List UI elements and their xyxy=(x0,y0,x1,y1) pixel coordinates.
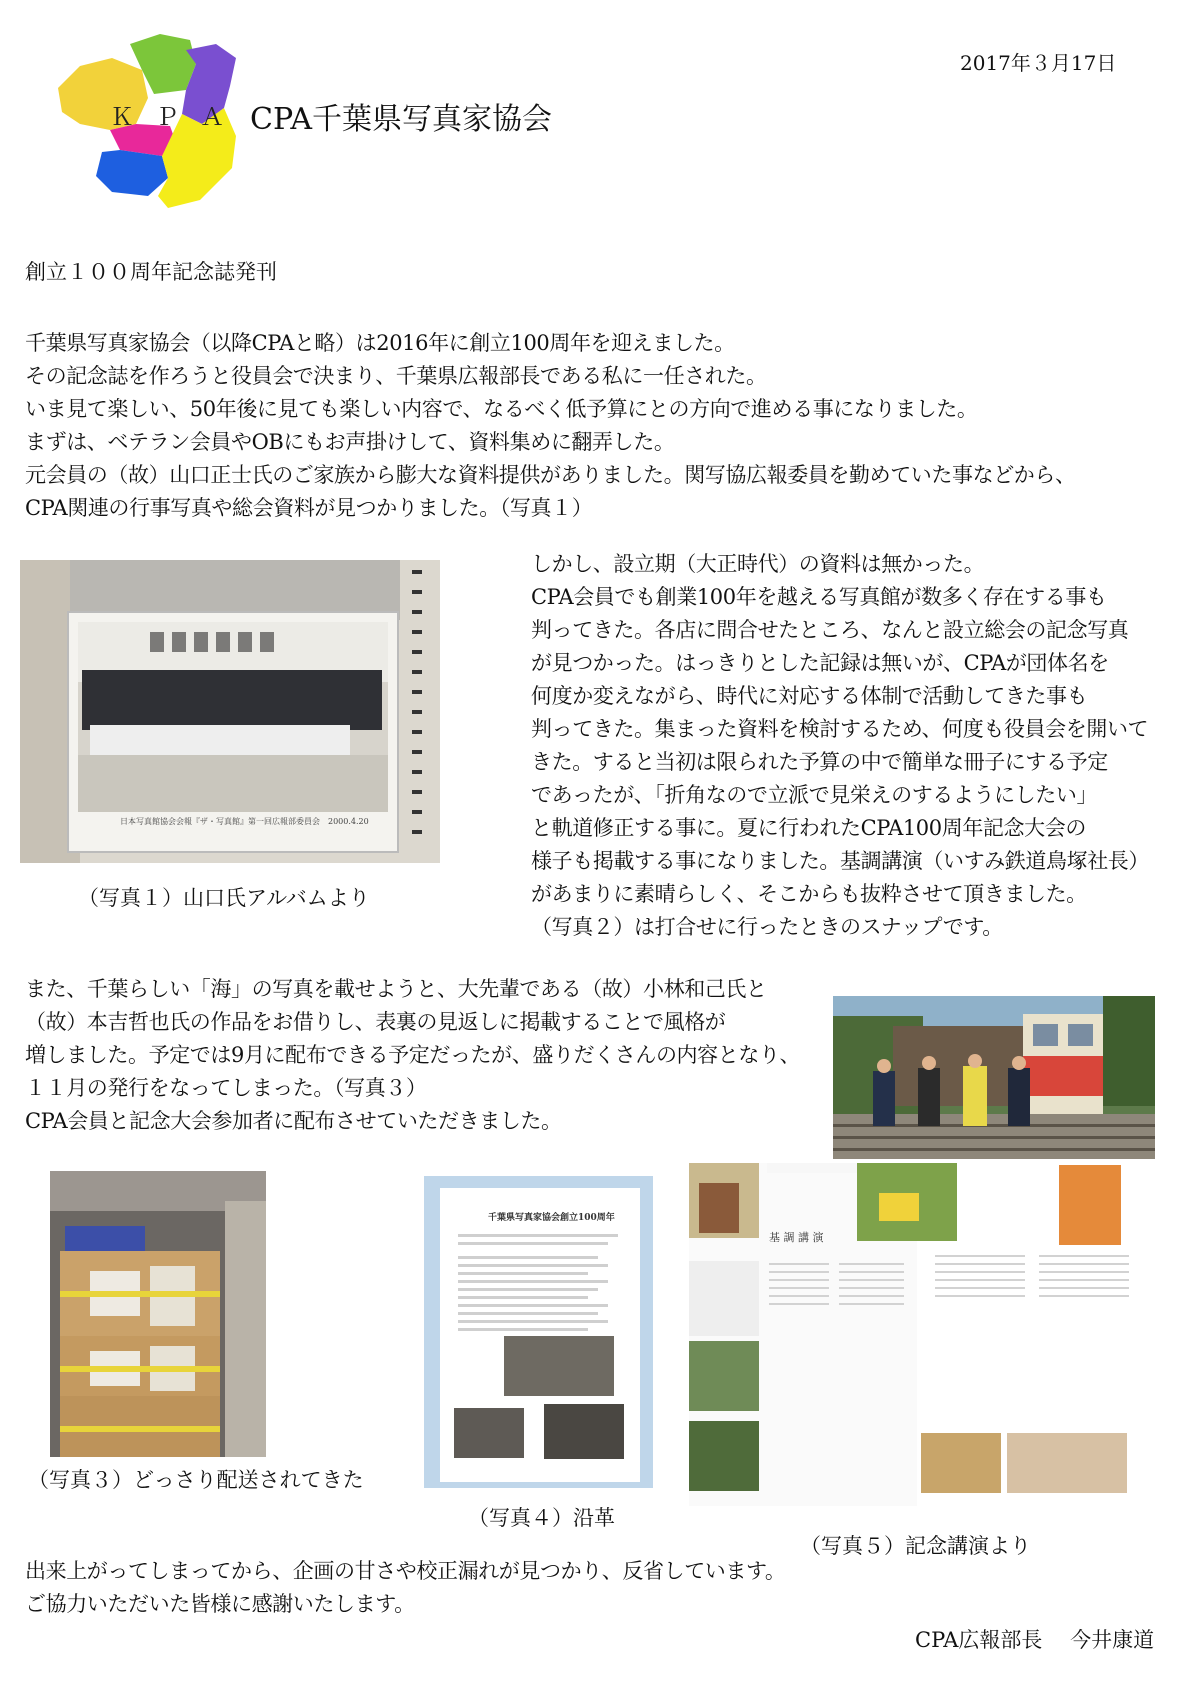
photo-2-railway xyxy=(833,996,1155,1159)
photo-4-history xyxy=(424,1176,653,1488)
middle-line: また、千葉らしい「海」の写真を載せようと、大先輩である（故）小林和己氏と xyxy=(25,977,767,1001)
intro-line: いま見て楽しい、50年後に見ても楽しい内容で、なるべく低予算にとの方向で進める事になりました。 xyxy=(25,397,978,421)
intro-paragraph xyxy=(25,327,1076,525)
logo-letters: ＫＰＡ xyxy=(110,103,245,131)
right-line: しかし、設立期（大正時代）の資料は無かった。 xyxy=(531,552,985,576)
photo-4-caption: （写真４）沿革 xyxy=(468,1506,615,1530)
photo-5-caption: （写真５）記念講演より xyxy=(800,1534,1031,1558)
right-line: （写真２）は打合せに行ったときのスナップです。 xyxy=(531,915,1003,939)
closing-line: 出来上がってしまってから、企画の甘さや校正漏れが見つかり、反省しています。 xyxy=(25,1559,786,1583)
intro-line: 元会員の（故）山口正士氏のご家族から膨大な資料提供がありました。関写協広報委員を勤めていた事などから、 xyxy=(25,463,1076,487)
right-line: であったが、「折角なので立派で見栄えのするようにしたい」 xyxy=(531,783,1098,807)
right-line: きた。すると当初は限られた予算の中で簡単な冊子にする予定 xyxy=(531,750,1108,774)
right-line: があまりに素晴らしく、そこからも抜粋させて頂きました。 xyxy=(531,882,1087,906)
boxes-photo-icon xyxy=(50,1171,266,1457)
photo-1-caption: （写真１）山口氏アルバムより xyxy=(78,886,370,910)
intro-line: CPA関連の行事写真や総会資料が見つかりました。（写真１） xyxy=(25,496,593,520)
intro-line: まずは、ベテラン会員やOBにもお声掛けして、資料集めに翻弄した。 xyxy=(25,430,675,454)
intro-line: その記念誌を作ろうと役員会で決まり、千葉県広報部長である私に一任された。 xyxy=(25,364,767,388)
signature: CPA広報部長 今井康道 xyxy=(915,1628,1155,1652)
right-line: 何度か変えながら、時代に対応する体制で活動してきた事も xyxy=(531,684,1088,708)
middle-paragraph xyxy=(25,973,800,1138)
middle-line: 増しました。予定では9月に配布できる予定だったが、盛りだくさんの内容となり、 xyxy=(25,1043,801,1067)
photo-1-album xyxy=(20,560,440,863)
intro-line: 千葉県写真家協会（以降CPAと略）は2016年に創立100周年を迎えました。 xyxy=(25,331,735,355)
organization-name: CPA千葉県写真家協会 xyxy=(250,102,553,137)
right-line: と軌道修正する事に。夏に行われたCPA100周年記念大会の xyxy=(531,816,1086,840)
photo-3-boxes xyxy=(50,1171,266,1457)
photo-4-heading: 千葉県写真家協会創立100周年 xyxy=(488,1213,615,1223)
right-line: が見つかった。はっきりとした記録は無いが、CPAが団体名を xyxy=(531,651,1109,675)
middle-line: （故）本吉哲也氏の作品をお借りし、表裏の見返しに掲載することで風格が xyxy=(25,1010,726,1034)
photo-3-caption: （写真３）どっさり配送されてきた xyxy=(28,1468,364,1492)
document-title: 創立１００周年記念誌発刊 xyxy=(25,260,277,284)
keynote-spread-icon xyxy=(689,1163,1145,1506)
right-line: 判ってきた。各店に問合せたところ、なんと設立総会の記念写真 xyxy=(531,618,1129,642)
photo-5-keynote xyxy=(689,1163,1145,1506)
document-date: 2017年３月17日 xyxy=(960,51,1117,75)
photo-5-heading: 基 調 講 演 xyxy=(769,1231,824,1244)
right-line: 判ってきた。集まった資料を検討するため、何度も役員会を開いて xyxy=(531,717,1149,741)
middle-line: １１月の発行をなってしまった。（写真３） xyxy=(25,1076,427,1100)
right-line: 様子も掲載する事になりました。基調講演（いすみ鉄道鳥塚社長） xyxy=(531,849,1149,873)
closing-line: ご協力いただいた皆様に感謝いたします。 xyxy=(25,1592,415,1616)
railway-photo-icon xyxy=(833,996,1155,1159)
right-column-paragraph xyxy=(531,548,1149,944)
right-line: CPA会員でも創業100年を越える写真館が数多く存在する事も xyxy=(531,585,1107,609)
middle-line: CPA会員と記念大会参加者に配布させていただきました。 xyxy=(25,1109,562,1133)
closing-paragraph xyxy=(25,1555,786,1621)
photo-1-label: 日本写真館協会会報『ザ・写真館』第一回広報部委員会 2000.4.20 xyxy=(120,817,369,826)
